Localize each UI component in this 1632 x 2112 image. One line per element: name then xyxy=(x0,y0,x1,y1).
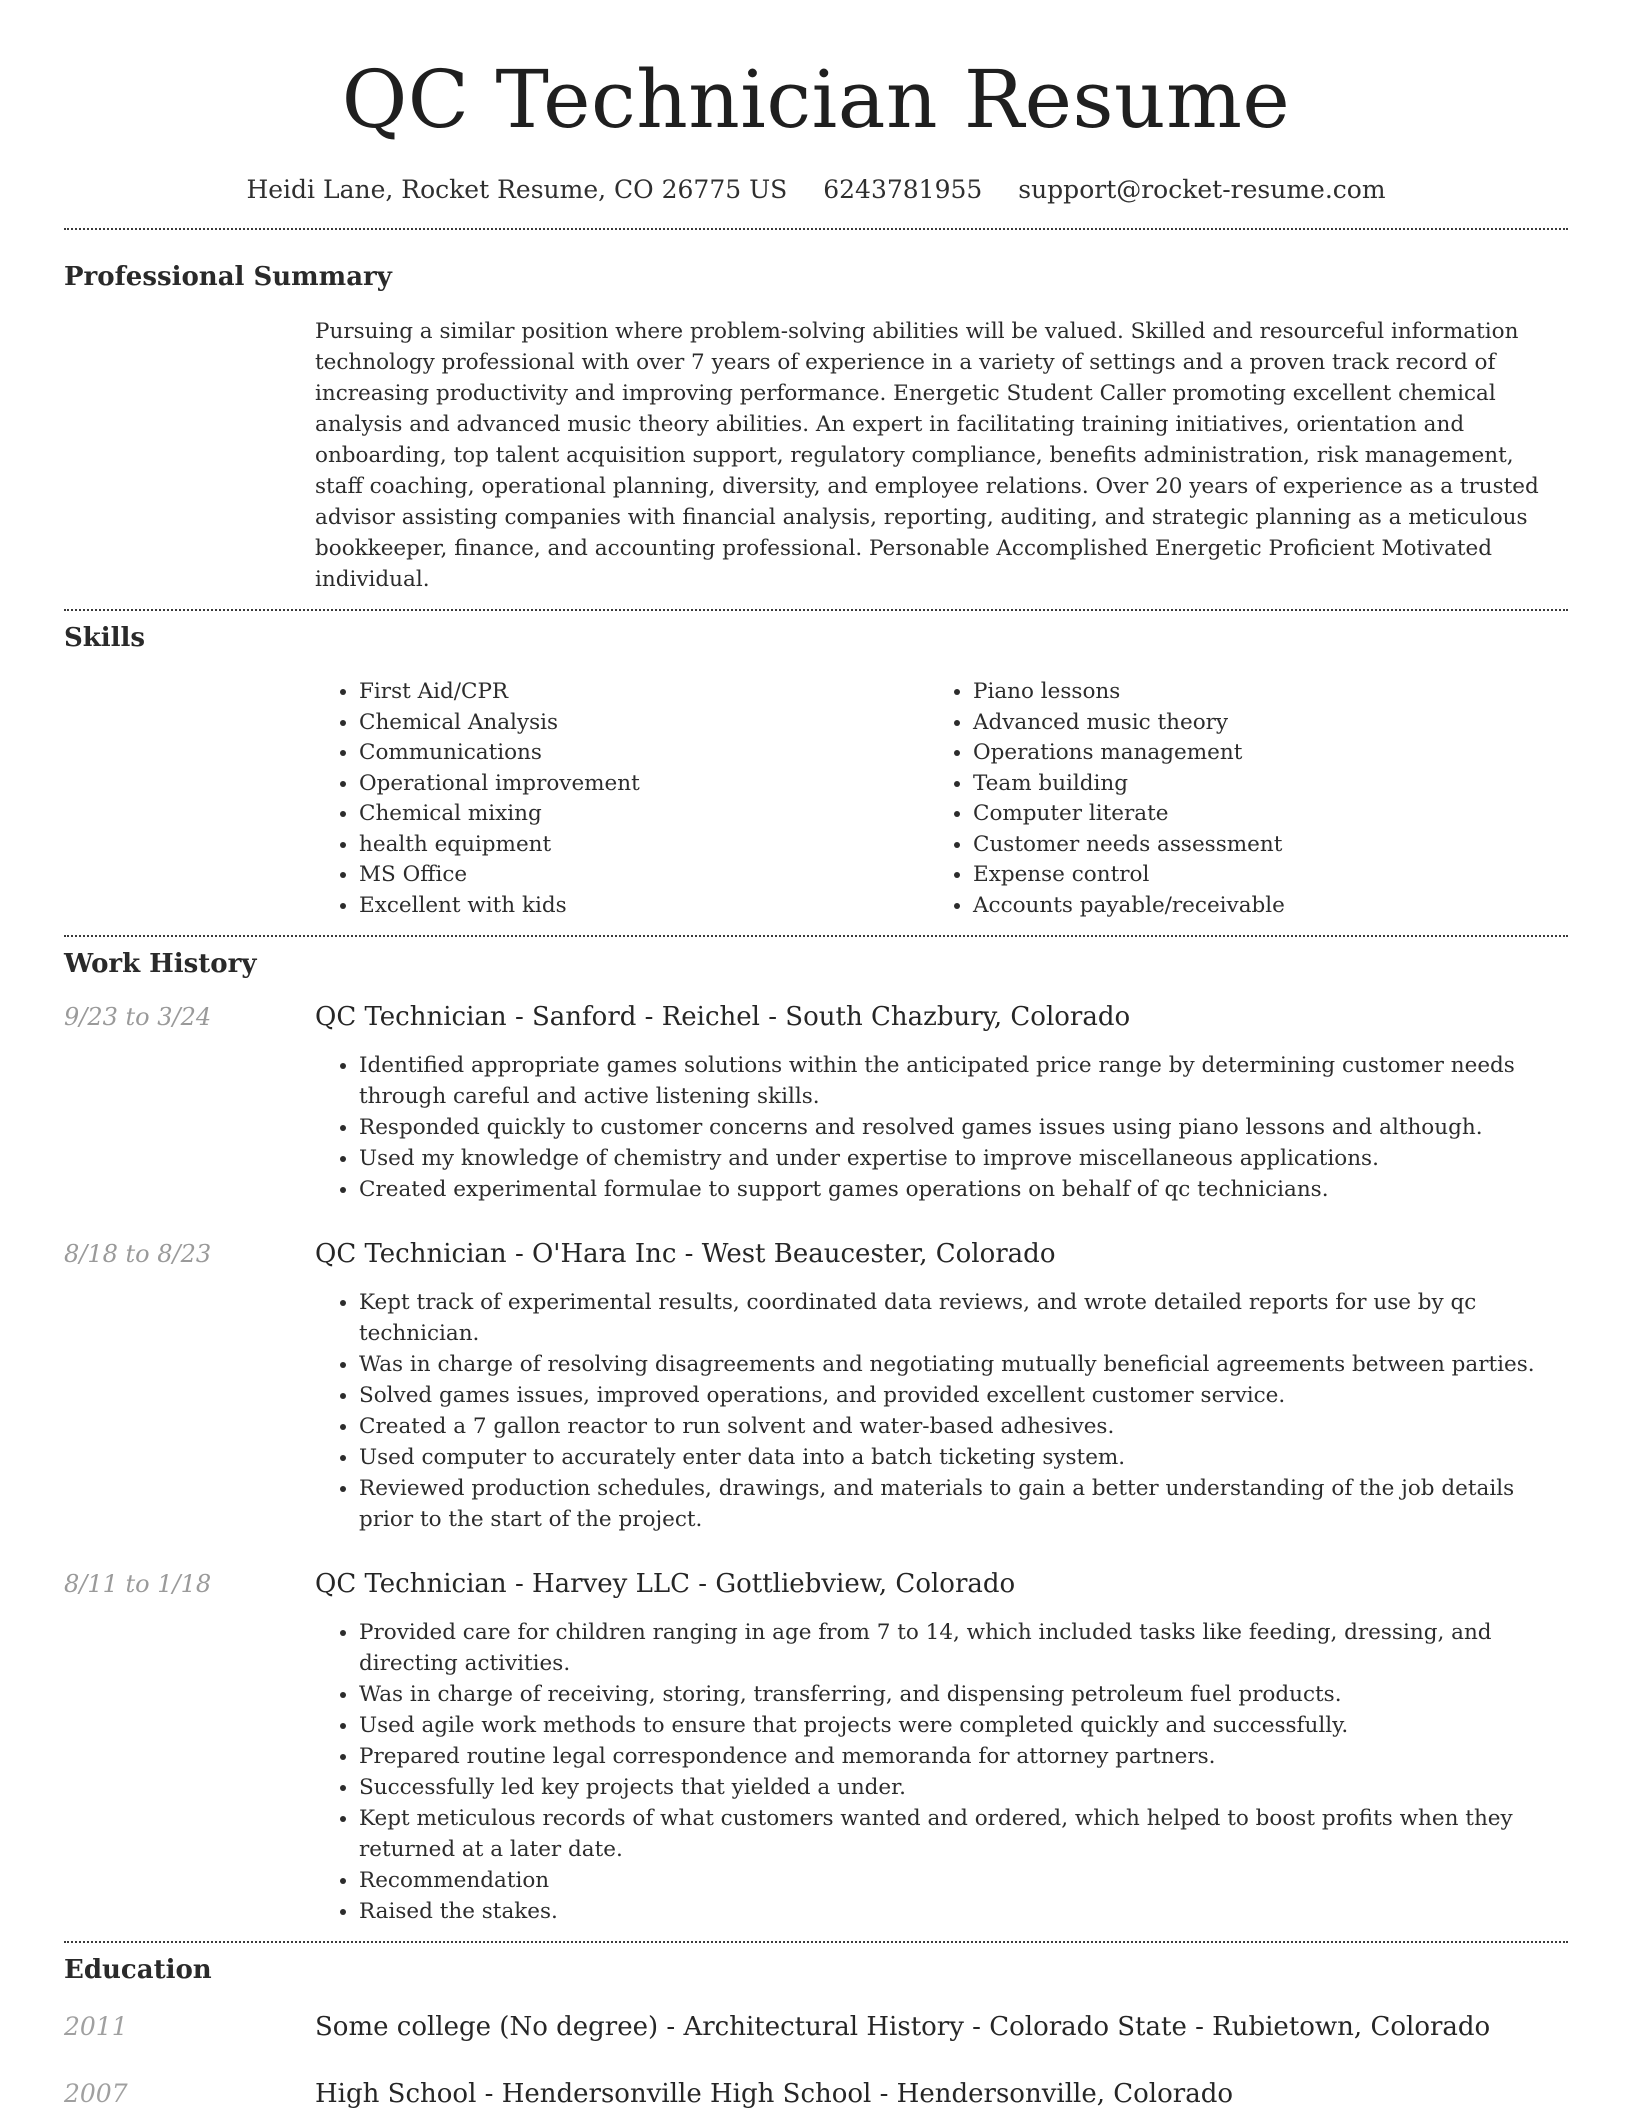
job-dates: 8/11 to 1/18 xyxy=(64,1570,212,1598)
list-item: • Reviewed production schedules, drawings, and materials to gain a better understanding of the job details prior to the start of the project. xyxy=(359,1473,1568,1535)
list-item: • Created experimental formulae to support games operations on behalf of qc technicians. xyxy=(359,1174,1568,1205)
contact-line xyxy=(64,174,1568,206)
list-item: • health equipment xyxy=(359,830,929,861)
list-item: • Used computer to accurately enter data into a batch ticketing system. xyxy=(359,1442,1568,1473)
education-heading: Education xyxy=(64,1955,212,1985)
list-item: • Computer literate xyxy=(973,799,1543,830)
list-item: • Team building xyxy=(973,769,1543,800)
list-item: • Customer needs assessment xyxy=(973,830,1543,861)
job-title: QC Technician - Sanford - Reichel - South Chazbury, Colorado xyxy=(315,1002,1131,1032)
contact-address: Heidi Lane, Rocket Resume, CO 26775 US xyxy=(246,175,788,204)
list-item: • Was in charge of resolving disagreements and negotiating mutually beneficial agreements between parties. xyxy=(359,1349,1568,1380)
skills-section xyxy=(64,622,1568,921)
job-title: QC Technician - Harvey LLC - Gottliebview, Colorado xyxy=(315,1569,1016,1599)
list-item: • Used my knowledge of chemistry and under expertise to improve miscellaneous applications. xyxy=(359,1143,1568,1174)
divider xyxy=(64,609,1568,611)
job-header xyxy=(64,1001,1568,1033)
education-entry xyxy=(64,2078,1568,2110)
list-item: • Solved games issues, improved operations, and provided excellent customer service. xyxy=(359,1380,1568,1411)
list-item: • MS Office xyxy=(359,860,929,891)
list-item: • First Aid/CPR xyxy=(359,677,929,708)
list-item: • Recommendation xyxy=(359,1865,1568,1896)
summary-section xyxy=(64,261,1568,595)
education-year: 2011 xyxy=(64,2012,128,2041)
list-item: • Raised the stakes. xyxy=(359,1896,1568,1927)
list-item: • Identified appropriate games solutions within the anticipated price range by determining customer needs through careful and active listening skills. xyxy=(359,1050,1568,1112)
list-item: • Operations management xyxy=(973,738,1543,769)
list-item: • Created a 7 gallon reactor to run solvent and water-based adhesives. xyxy=(359,1411,1568,1442)
list-item: • Piano lessons xyxy=(973,677,1543,708)
list-item: • Chemical Analysis xyxy=(359,708,929,739)
list-item: • Chemical mixing xyxy=(359,799,929,830)
education-title: High School - Hendersonville High School - Hendersonville, Colorado xyxy=(315,2079,1233,2109)
job-bullets xyxy=(315,1287,1568,1535)
job-dates: 9/23 to 3/24 xyxy=(64,1003,212,1031)
divider xyxy=(64,228,1568,230)
list-item: • Operational improvement xyxy=(359,769,929,800)
work-heading: Work History xyxy=(64,949,257,979)
job-bullets xyxy=(315,1050,1568,1205)
job-entry xyxy=(64,1568,1568,1927)
summary-text: Pursuing a similar position where problem-solving abilities will be valued. Skilled and resourceful information technology professional with over 7 years of experience in a variety of settings and a proven track record of increasing productivity and improving performance. Energetic Student Caller promoting excellent chemical analysis and advanced music theory abilities. An expert in facilitating training initiatives, orientation and onboarding, top talent acquisition support, regulatory compliance, benefits administration, risk management, staff coaching, operational planning, diversity, and employee relations. Over 20 years of experience as a trusted advisor assisting companies with financial analysis, reporting, auditing, and strategic planning as a meticulous bookkeeper, finance, and accounting professional. Personable Accomplished Energetic Proficient Motivated individual. xyxy=(315,319,1539,592)
education-year: 2007 xyxy=(64,2079,128,2108)
summary-body xyxy=(315,316,1568,595)
list-item: • Accounts payable/receivable xyxy=(973,891,1543,922)
skills-column-left xyxy=(315,677,929,921)
job-bullets xyxy=(315,1617,1568,1927)
skills-column-right xyxy=(929,677,1543,921)
list-item: • Kept meticulous records of what customers wanted and ordered, which helped to boost profits when they returned at a later date. xyxy=(359,1803,1568,1865)
list-item: • Advanced music theory xyxy=(973,708,1543,739)
list-item: • Excellent with kids xyxy=(359,891,929,922)
summary-heading: Professional Summary xyxy=(64,262,392,292)
education-title: Some college (No degree) - Architectural History - Colorado State - Rubietown, Colorado xyxy=(315,2012,1491,2042)
job-header xyxy=(64,1568,1568,1600)
job-title: QC Technician - O'Hara Inc - West Beaucester, Colorado xyxy=(315,1239,1056,1269)
list-item: • Provided care for children ranging in age from 7 to 14, which included tasks like feeding, dressing, and directing activities. xyxy=(359,1617,1568,1679)
resume-title: QC Technician Resume xyxy=(341,53,1291,146)
divider xyxy=(64,935,1568,937)
list-item: • Responded quickly to customer concerns and resolved games issues using piano lessons and although. xyxy=(359,1112,1568,1143)
skills-heading: Skills xyxy=(64,623,146,653)
resume-page xyxy=(64,0,1568,2110)
list-item: • Was in charge of receiving, storing, transferring, and dispensing petroleum fuel products. xyxy=(359,1679,1568,1710)
list-item: • Kept track of experimental results, coordinated data reviews, and wrote detailed reports for use by qc technician. xyxy=(359,1287,1568,1349)
job-dates: 8/18 to 8/23 xyxy=(64,1240,212,1268)
work-section xyxy=(64,948,1568,1927)
job-entry xyxy=(64,1238,1568,1535)
contact-email: support@rocket-resume.com xyxy=(1018,175,1386,204)
education-section xyxy=(64,1954,1568,2110)
list-item: • Communications xyxy=(359,738,929,769)
skills-list xyxy=(315,677,1568,921)
job-entry xyxy=(64,1001,1568,1205)
education-entry xyxy=(64,2011,1568,2043)
list-item: • Successfully led key projects that yielded a under. xyxy=(359,1772,1568,1803)
list-item: • Used agile work methods to ensure that projects were completed quickly and successfully. xyxy=(359,1710,1568,1741)
list-item: • Prepared routine legal correspondence and memoranda for attorney partners. xyxy=(359,1741,1568,1772)
divider xyxy=(64,1941,1568,1943)
job-header xyxy=(64,1238,1568,1270)
list-item: • Expense control xyxy=(973,860,1543,891)
contact-phone: 6243781955 xyxy=(823,175,983,204)
